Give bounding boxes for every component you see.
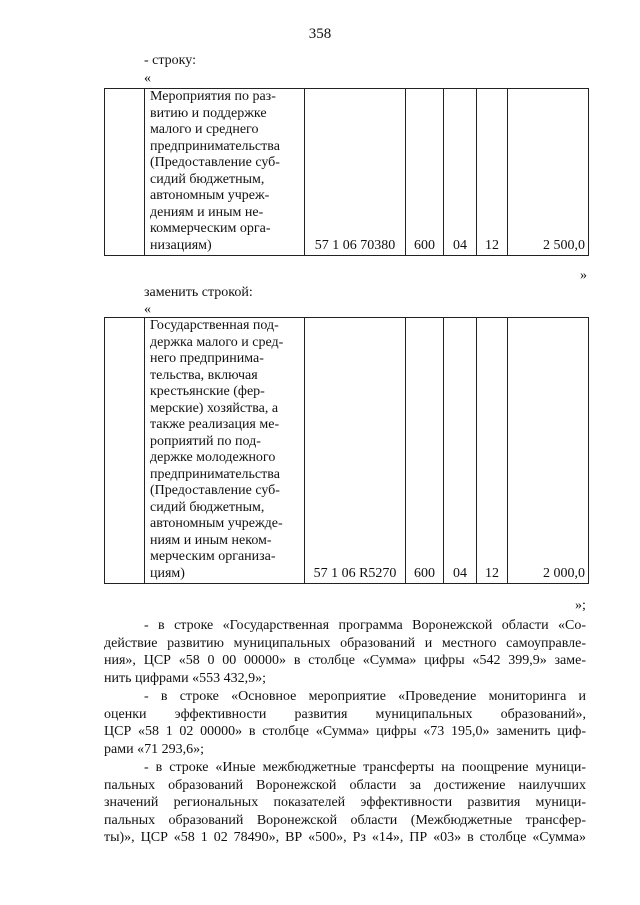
row-name-line: роприятий по под- — [150, 433, 261, 449]
rz-cell: 04 — [444, 89, 477, 256]
open-quote-1: « — [144, 71, 151, 86]
pr-cell: 12 — [477, 318, 508, 584]
empty-cell — [105, 318, 145, 584]
vr-cell: 600 — [406, 89, 444, 256]
sum-cell: 2 500,0 — [508, 89, 589, 256]
row-name-line: малого и среднего — [150, 122, 259, 137]
row-name-line: также реализация ме- — [150, 417, 280, 432]
csr-cell: 57 1 06 R5270 — [305, 318, 406, 584]
paragraph-line: - в строке «Государственная программа Воронежской области «Со- — [144, 618, 586, 633]
row-name-line: сидий бюджетным, — [150, 499, 265, 515]
sum-cell: 2 000,0 — [508, 318, 589, 584]
paragraph-line: - в строке «Основное мероприятие «Проведение мониторинга и — [144, 689, 586, 704]
row-name-line: мерские) хозяйства, а — [150, 400, 279, 416]
row-name-cell — [145, 318, 305, 584]
amendment-paragraph-3 — [104, 759, 586, 847]
page-number: 358 — [308, 26, 332, 42]
close-quote-1: » — [580, 268, 587, 283]
pr-cell: 12 — [477, 89, 508, 256]
row-name-line: автономным учрежде- — [150, 516, 283, 531]
row-name-line: Мероприятия по раз- — [150, 89, 276, 104]
close-quote-2: »; — [575, 598, 586, 613]
table-row — [105, 318, 589, 584]
row-name-line: сидий бюджетным, — [150, 171, 265, 187]
row-name-line: держка малого и сред- — [150, 334, 284, 350]
row-name-cell — [145, 89, 305, 256]
row-name-line: низациям) — [150, 237, 212, 253]
row-name-line: мерческим организа- — [150, 549, 276, 564]
table-row — [105, 89, 589, 256]
paragraph-line: действие развитию муниципальных образований и местного самоуправле- — [104, 635, 586, 651]
row-name-line: крестьянские (фер- — [150, 384, 265, 399]
row-name-line: предпринимательства — [150, 466, 280, 482]
row-name-line: держке молодежного — [150, 450, 276, 465]
row-name-line: предпринимательства — [150, 138, 280, 154]
paragraph-line: ты)», ЦСР «58 1 02 78490», ВР «500», Рз «14», ПР «03» в столбце «Сумма» — [104, 830, 586, 845]
row-name-line: коммерческим орга- — [150, 221, 271, 236]
budget-table-original — [104, 88, 589, 256]
intro-row-label: - строку: — [144, 53, 196, 68]
paragraph-line: нить цифрами «553 432,9»; — [104, 670, 266, 686]
amendment-paragraph-1 — [104, 617, 586, 687]
row-name-line: тельства, включая — [150, 367, 258, 383]
csr-cell: 57 1 06 70380 — [305, 89, 406, 256]
paragraph-line: пальных образований Воронежской области за достижение наилучших — [104, 777, 586, 793]
rz-cell: 04 — [444, 318, 477, 584]
amendment-paragraph-2 — [104, 688, 586, 758]
paragraph-line: оценки эффективности развития муниципальных образований», — [104, 706, 586, 722]
paragraph-line: ЦСР «58 1 02 00000» в столбце «Сумма» цифры «73 195,0» заменить циф- — [104, 724, 586, 739]
open-quote-2: « — [144, 302, 151, 317]
row-name-line: витию и поддержке — [150, 105, 267, 121]
row-name-line: циям) — [150, 565, 185, 581]
row-name-line: дениям и иным не- — [150, 204, 264, 220]
row-name-line: Государственная под- — [150, 318, 279, 333]
paragraph-line: - в строке «Иные межбюджетные трансферты на поощрение муници- — [144, 760, 586, 775]
paragraph-line: рами «71 293,6»; — [104, 741, 204, 757]
row-name-line: автономным учреж- — [150, 188, 270, 203]
paragraph-line: значений региональных показателей эффективности развития муници- — [104, 795, 586, 810]
paragraph-line: пальных образований Воронежской области (Межбюджетные трансфер- — [104, 812, 586, 828]
row-name-line: ниям и иным неком- — [150, 532, 272, 548]
budget-table-replacement — [104, 317, 589, 584]
row-name-line: (Предоставление суб- — [150, 155, 280, 170]
paragraph-line: ния», ЦСР «58 0 00 00000» в столбце «Сумма» цифры «542 399,9» заме- — [104, 653, 586, 668]
row-name-line: него предпринима- — [150, 351, 264, 366]
row-name-line: (Предоставление суб- — [150, 483, 280, 498]
replace-label: заменить строкой: — [144, 285, 253, 300]
empty-cell — [105, 89, 145, 256]
vr-cell: 600 — [406, 318, 444, 584]
